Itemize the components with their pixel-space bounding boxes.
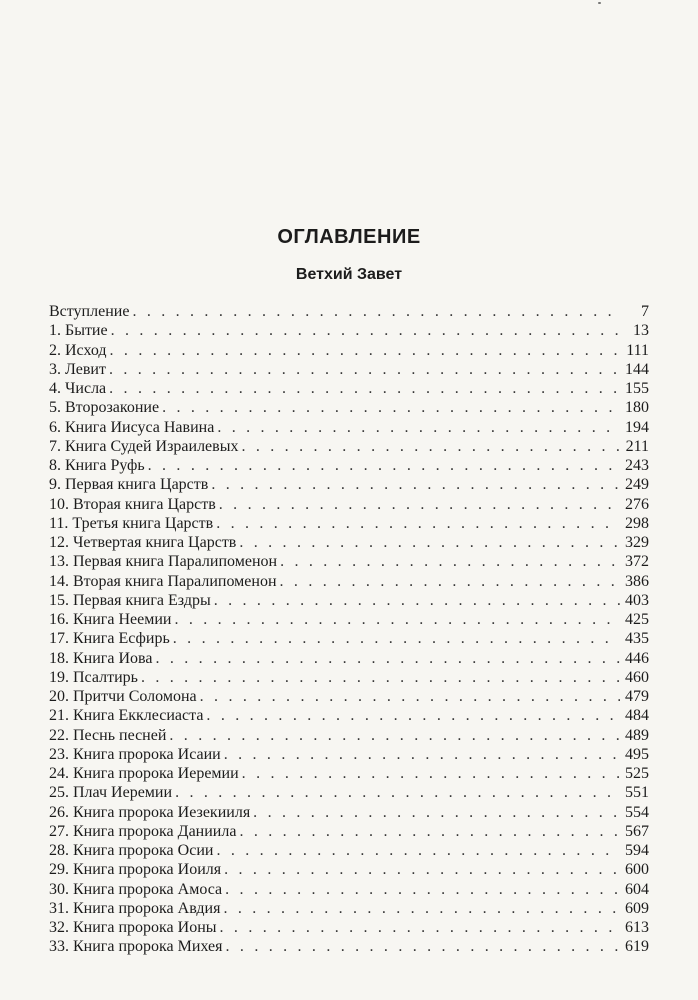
toc-entry-page: 329 — [625, 534, 649, 551]
toc-entry-page: 613 — [625, 919, 649, 936]
toc-entry — [49, 822, 649, 841]
toc-entry-page: 446 — [625, 649, 649, 667]
toc-entry-page: 525 — [625, 765, 649, 782]
toc-entry-page: 600 — [625, 861, 649, 879]
toc-entry-page: 194 — [625, 418, 649, 436]
toc-entry — [49, 495, 649, 514]
toc-entry — [49, 726, 649, 745]
toc-entry-page: 7 — [641, 303, 649, 320]
toc-entry-label: 9. Первая книга Царств — [49, 476, 209, 494]
toc-entry — [49, 418, 649, 437]
toc-leader-dots — [109, 379, 620, 398]
toc-entry-page: 249 — [625, 476, 649, 494]
toc-entry-page: 609 — [625, 899, 649, 917]
toc-leader-dots — [174, 610, 620, 629]
toc-entry — [49, 341, 649, 360]
toc-entry — [49, 860, 649, 879]
toc-heading: ОГЛАВЛЕНИЕ — [277, 226, 421, 248]
toc-entry — [49, 456, 649, 475]
toc-entry-label: 27. Книга пророка Даниила — [49, 822, 237, 840]
toc-entry-label: 33. Книга пророка Михея — [49, 938, 223, 956]
toc-leader-dots — [242, 764, 620, 783]
toc-leader-dots — [155, 649, 620, 668]
toc-entry — [49, 899, 649, 918]
toc-entry — [49, 552, 649, 571]
toc-entry-label: 3. Левит — [49, 360, 106, 378]
toc-entry — [49, 360, 649, 379]
toc-leader-dots — [141, 668, 620, 687]
toc-entry-label: 14. Вторая книга Паралипоменон — [49, 572, 277, 590]
toc-entry — [49, 783, 649, 802]
toc-entry-page: 489 — [625, 726, 649, 744]
toc-leader-dots — [239, 533, 620, 552]
toc-entry-label: 4. Числа — [49, 380, 107, 397]
toc-entry-label: 21. Книга Екклесиаста — [49, 707, 204, 725]
toc-leader-dots — [253, 803, 620, 822]
toc-leader-dots — [225, 880, 620, 899]
toc-leader-dots — [280, 572, 620, 591]
toc-entry-label: 2. Исход — [49, 341, 107, 359]
toc-entry-page: 111 — [626, 341, 649, 359]
toc-entry-label: 8. Книга Руфь — [49, 457, 145, 474]
toc-entry-label: 18. Книга Иова — [49, 649, 153, 667]
toc-entry — [49, 398, 649, 417]
toc-entry-label: Вступление — [49, 303, 130, 320]
print-speck — [598, 2, 601, 4]
toc-entry-page: 619 — [625, 938, 649, 956]
toc-entry — [49, 803, 649, 822]
toc-leader-dots — [175, 783, 620, 802]
toc-entry-page: 484 — [625, 707, 649, 725]
toc-entry — [49, 302, 649, 321]
toc-entry-page: 13 — [633, 322, 649, 340]
toc-entry-page: 211 — [625, 437, 649, 455]
toc-entry-label: 17. Книга Есфирь — [49, 630, 170, 648]
toc-leader-dots — [110, 341, 620, 360]
toc-entry — [49, 668, 649, 687]
toc-entry-label: 20. Притчи Соломона — [49, 688, 197, 705]
toc-leader-dots — [214, 591, 620, 610]
toc-leader-dots — [216, 841, 620, 860]
toc-entry-page: 155 — [625, 380, 649, 397]
toc-entry-label: 7. Книга Судей Израилевых — [49, 437, 239, 455]
toc-leader-dots — [206, 706, 620, 725]
toc-entry-label: 25. Плач Иеремии — [49, 784, 173, 802]
toc-leader-dots — [241, 437, 620, 456]
toc-entry-label: 19. Псалтирь — [49, 668, 138, 686]
toc-entry-page: 372 — [625, 553, 649, 571]
toc-entry — [49, 437, 649, 456]
toc-entry-label: 28. Книга пророка Осии — [49, 842, 214, 859]
toc-leader-dots — [224, 745, 620, 764]
toc-leader-dots — [216, 514, 620, 533]
toc-entry-page: 425 — [625, 611, 649, 628]
toc-entry-label: 32. Книга пророка Ионы — [49, 919, 217, 936]
toc-entry-page: 604 — [625, 880, 649, 898]
toc-entry — [49, 533, 649, 552]
toc-entry-page: 403 — [625, 591, 649, 609]
toc-entry — [49, 937, 649, 956]
toc-leader-dots — [148, 456, 620, 475]
toc-leader-dots — [280, 552, 620, 571]
toc-leader-dots — [200, 687, 620, 706]
toc-entry-label: 6. Книга Иисуса Навина — [49, 418, 215, 436]
toc-leader-dots — [169, 726, 620, 745]
toc-entry-page: 386 — [625, 572, 649, 590]
toc-entry — [49, 321, 649, 340]
toc-entry-label: 30. Книга пророка Амоса — [49, 880, 223, 898]
toc-entry-page: 479 — [625, 688, 649, 705]
toc-entry-label: 12. Четвертая книга Царств — [49, 534, 237, 551]
toc-entry-page: 460 — [625, 668, 649, 686]
toc-leader-dots — [111, 321, 620, 340]
toc-entry-label: 11. Третья книга Царств — [49, 514, 214, 532]
toc-entry — [49, 379, 649, 398]
toc-entry — [49, 572, 649, 591]
toc-entry-page: 567 — [625, 822, 649, 840]
toc-leader-dots — [239, 822, 620, 841]
toc-leader-dots — [226, 937, 620, 956]
toc-entry — [49, 475, 649, 494]
toc-entry-label: 24. Книга пророка Иеремии — [49, 765, 239, 782]
toc-entry-label: 26. Книга пророка Иезекииля — [49, 803, 251, 821]
toc-entry-page: 144 — [625, 360, 649, 378]
toc-entry-label: 13. Первая книга Паралипоменон — [49, 553, 278, 571]
toc-entry-label: 23. Книга пророка Исаии — [49, 745, 221, 763]
toc-entry-page: 298 — [625, 514, 649, 532]
toc-entry-page: 594 — [625, 842, 649, 859]
toc-entry-page: 276 — [625, 495, 649, 513]
section-heading: Ветхий Завет — [295, 266, 403, 283]
toc-leader-dots — [220, 918, 620, 937]
toc-leader-dots — [224, 860, 620, 879]
toc-entry — [49, 649, 649, 668]
toc-entry-label: 22. Песнь песней — [49, 726, 167, 744]
toc-entry-page: 495 — [625, 745, 649, 763]
toc-entry — [49, 880, 649, 899]
toc-entry — [49, 629, 649, 648]
toc-entry-label: 15. Первая книга Ездры — [49, 591, 211, 609]
toc-entry — [49, 918, 649, 937]
toc-entry — [49, 610, 649, 629]
toc-entry-page: 435 — [625, 630, 649, 648]
toc-entry-page: 551 — [625, 784, 649, 802]
toc-leader-dots — [173, 629, 620, 648]
toc-leader-dots — [211, 475, 620, 494]
toc-entry — [49, 591, 649, 610]
toc-leader-dots — [132, 302, 620, 321]
toc-leader-dots — [162, 398, 620, 417]
toc-leader-dots — [219, 495, 620, 514]
toc-entry — [49, 764, 649, 783]
toc-entry — [49, 687, 649, 706]
toc-entry-label: 16. Книга Неемии — [49, 611, 172, 628]
toc-entry-page: 243 — [625, 457, 649, 474]
toc-entry-label: 5. Второзаконие — [49, 399, 160, 417]
toc-list — [49, 302, 649, 957]
toc-entry-page: 554 — [625, 803, 649, 821]
toc-entry-label: 1. Бытие — [49, 322, 108, 340]
toc-entry-label: 10. Вторая книга Царств — [49, 495, 216, 513]
toc-entry-label: 29. Книга пророка Иоиля — [49, 861, 222, 879]
toc-leader-dots — [223, 899, 620, 918]
toc-entry — [49, 841, 649, 860]
toc-entry-label: 31. Книга пророка Авдия — [49, 899, 221, 917]
toc-leader-dots — [217, 418, 620, 437]
toc-entry-page: 180 — [625, 399, 649, 417]
toc-entry — [49, 514, 649, 533]
toc-leader-dots — [109, 360, 620, 379]
toc-entry — [49, 706, 649, 725]
toc-entry — [49, 745, 649, 764]
